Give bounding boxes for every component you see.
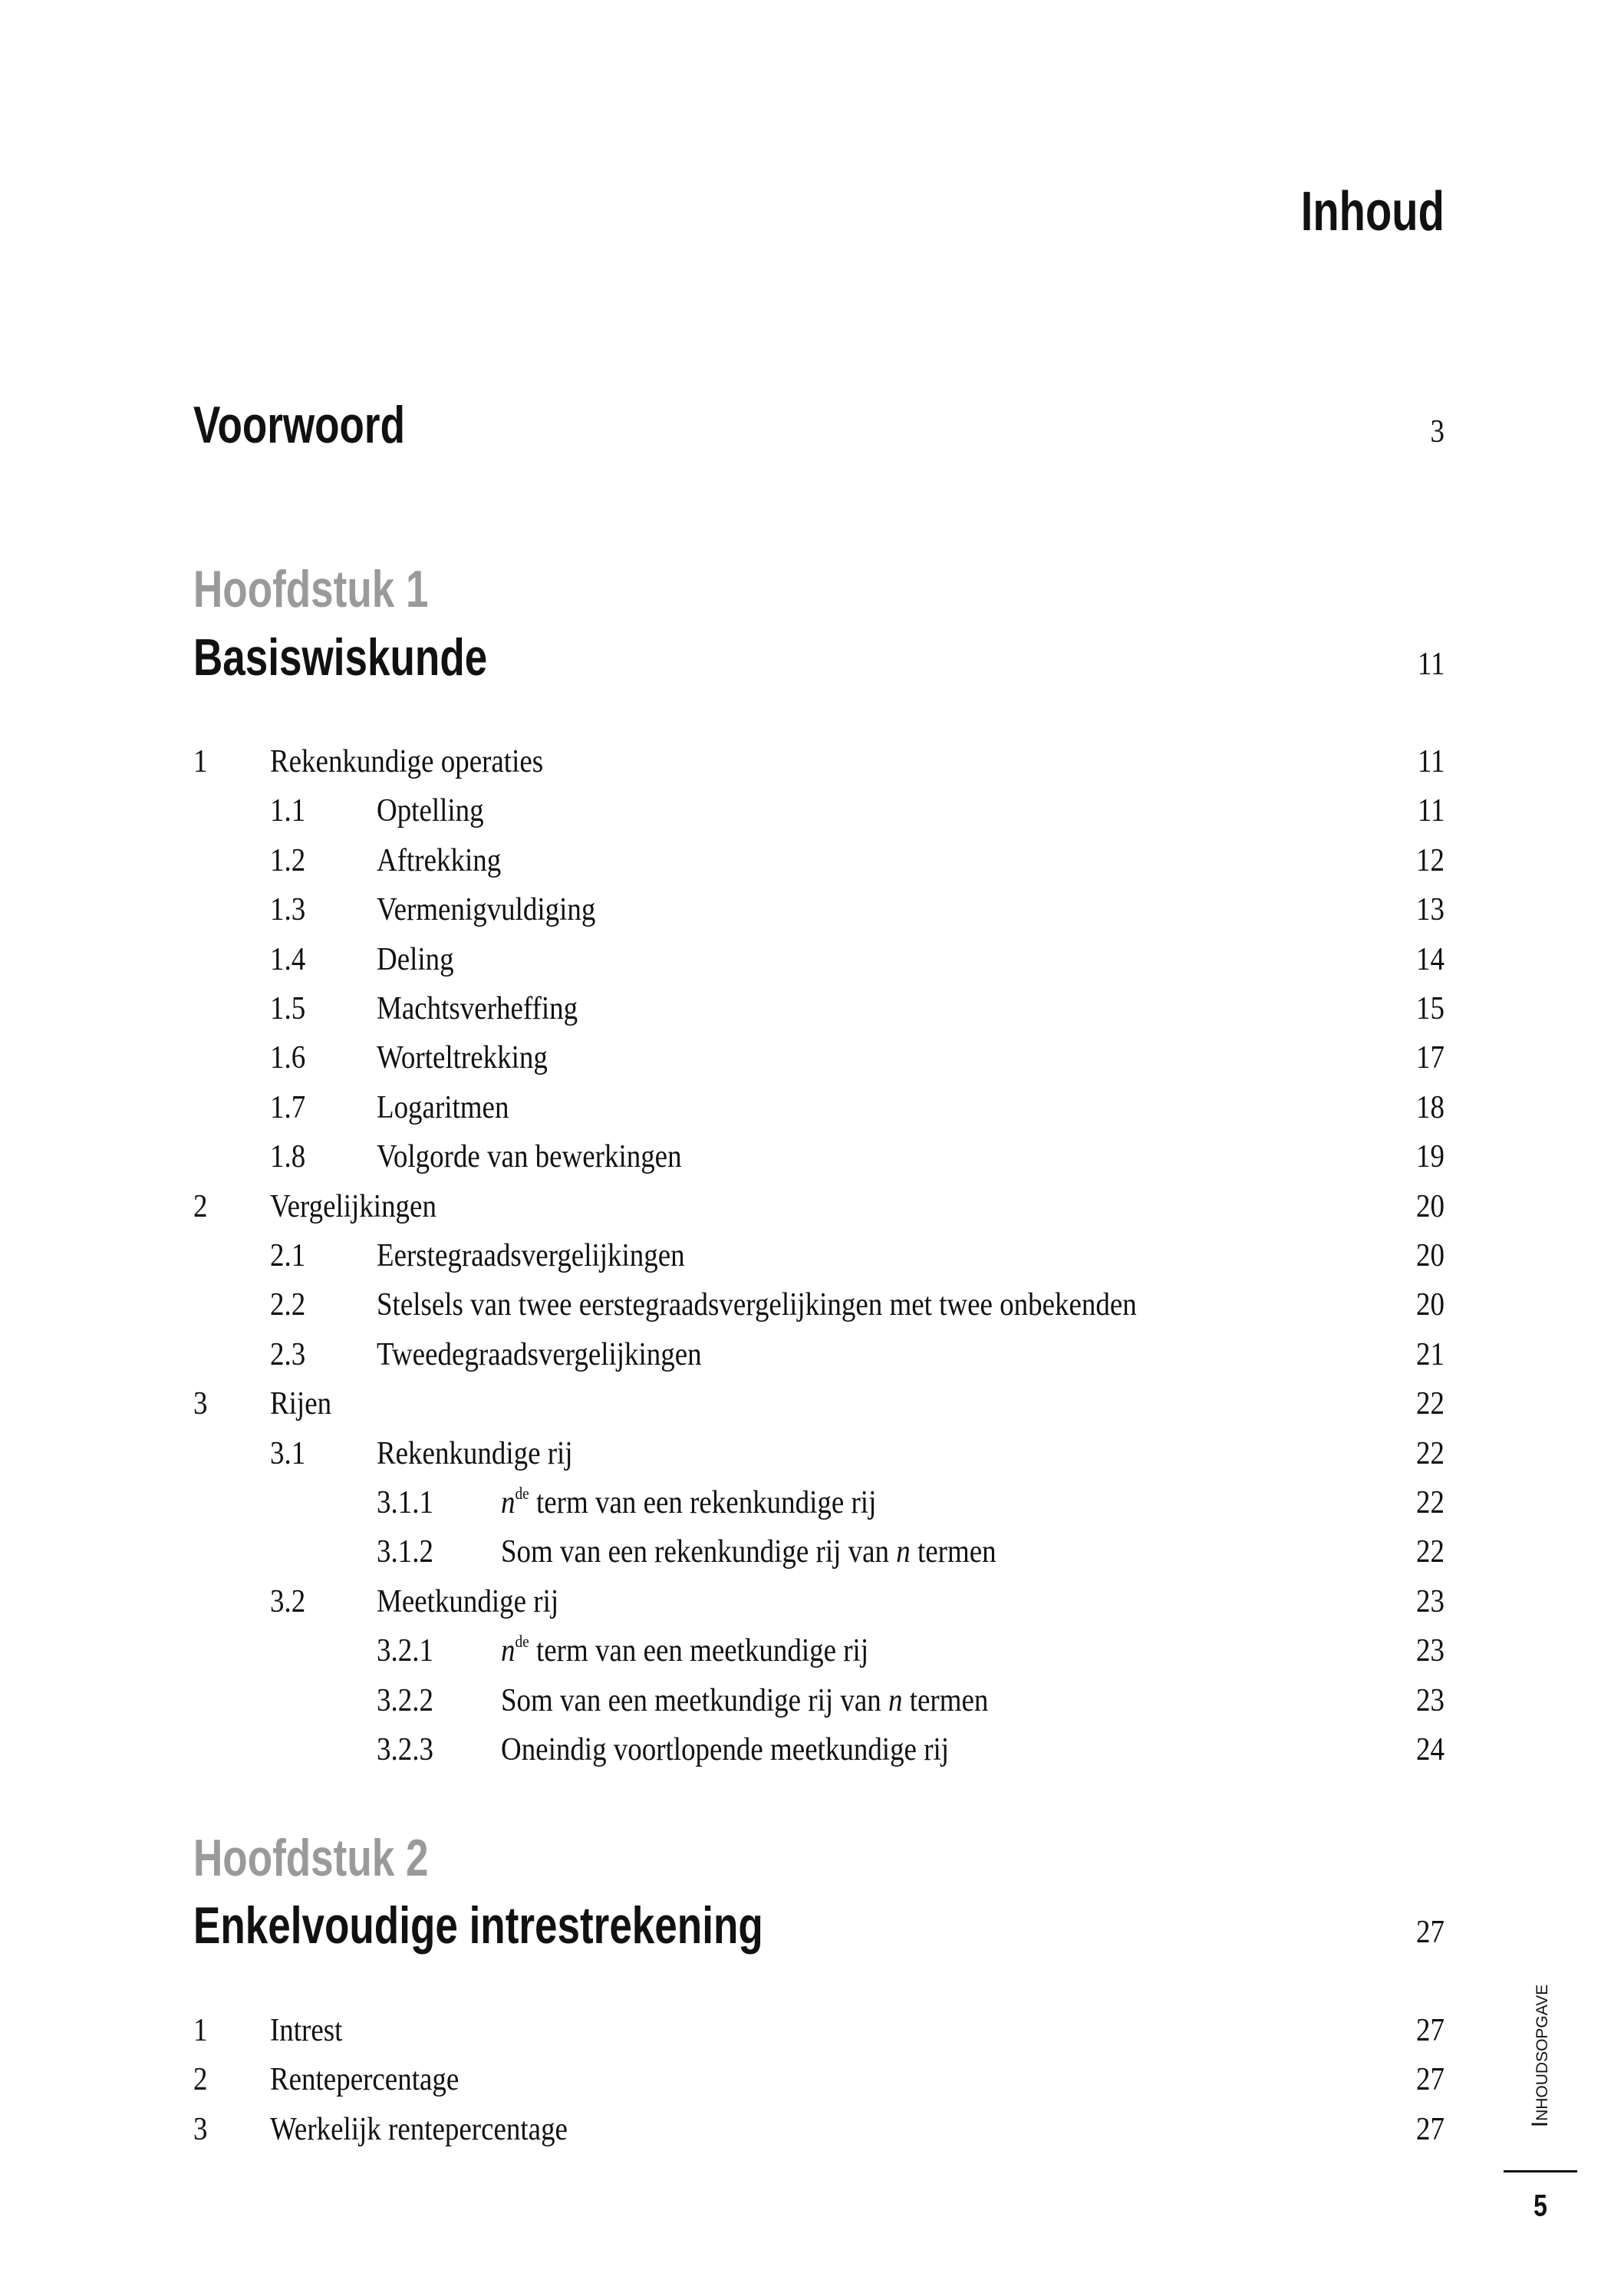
chapter-2-kicker: Hoofdstuk 2 bbox=[193, 1829, 429, 1887]
voorwoord-heading: Voorwoord bbox=[193, 396, 405, 454]
chapter-2-title: Enkelvoudige intrestrekening bbox=[193, 1896, 763, 1955]
toc-entry-number: 1.4 bbox=[270, 941, 306, 977]
toc-entry-number: 3.2 bbox=[270, 1583, 306, 1619]
toc-entry-number: 3.1.1 bbox=[377, 1485, 433, 1520]
toc-entry-title[interactable]: Deling bbox=[377, 941, 454, 977]
toc-entry-number: 1.3 bbox=[270, 892, 306, 928]
toc-entry-page: 27 bbox=[1416, 2013, 1444, 2048]
toc-entry-page: 12 bbox=[1416, 842, 1444, 878]
toc-entry-number: 2 bbox=[193, 1188, 208, 1224]
footer-rule bbox=[1504, 2170, 1577, 2172]
toc-entry-title[interactable]: Vergelijkingen bbox=[270, 1188, 436, 1224]
toc-entry-page: 11 bbox=[1417, 793, 1444, 829]
toc-entry-number: 2.3 bbox=[270, 1336, 306, 1372]
toc-entry-title[interactable]: Vermenigvuldiging bbox=[377, 892, 596, 928]
toc-entry-number: 3.2.2 bbox=[377, 1682, 433, 1718]
chapter-1-title: Basiswiskunde bbox=[193, 628, 488, 687]
toc-entry-page: 15 bbox=[1416, 991, 1444, 1026]
toc-entry-page: 23 bbox=[1416, 1682, 1444, 1718]
toc-entry-title[interactable]: Rentepercentage bbox=[270, 2062, 460, 2098]
toc-entry-page: 19 bbox=[1416, 1139, 1444, 1175]
toc-entry-page: 22 bbox=[1416, 1534, 1444, 1570]
toc-entry-number: 1 bbox=[193, 744, 208, 779]
toc-entry-page: 20 bbox=[1416, 1287, 1444, 1323]
voorwoord-page: 3 bbox=[1430, 414, 1444, 450]
toc-entry-number: 1.2 bbox=[270, 842, 306, 878]
toc-entry-number: 1.7 bbox=[270, 1089, 306, 1125]
toc-entry-page: 27 bbox=[1416, 2062, 1444, 2098]
toc-entry-title[interactable]: Oneindig voortlopende meetkundige rij bbox=[501, 1732, 950, 1767]
toc-entry-title[interactable]: Som van een meetkundige rij van n termen bbox=[501, 1682, 989, 1718]
toc-entry-page: 17 bbox=[1416, 1040, 1444, 1076]
toc-entry-page: 24 bbox=[1416, 1732, 1444, 1767]
toc-entry-page: 20 bbox=[1416, 1238, 1444, 1273]
toc-entry-number: 1 bbox=[193, 2013, 208, 2048]
toc-entry-number: 3.1.2 bbox=[377, 1534, 433, 1570]
toc-entry-title[interactable]: Machtsverheffing bbox=[377, 991, 578, 1026]
toc-entry-number: 1.8 bbox=[270, 1139, 306, 1175]
toc-entry-number: 2.1 bbox=[270, 1238, 306, 1273]
toc-entry-number: 3.1 bbox=[270, 1435, 306, 1471]
toc-entry-title[interactable]: Intrest bbox=[270, 2013, 343, 2048]
side-label-text: Inhoudsopgave bbox=[1527, 1984, 1553, 2128]
toc-entry-title[interactable]: Aftrekking bbox=[377, 842, 502, 878]
page-title: Inhoud bbox=[1300, 181, 1444, 242]
page-number: 5 bbox=[1533, 2189, 1547, 2223]
toc-entry-title[interactable]: $n^{de}$ term van een meetkundige rij bbox=[501, 1632, 869, 1669]
toc-entry-title[interactable]: Stelsels van twee eerstegraadsvergelijkingen met twee onbekenden bbox=[377, 1287, 1137, 1323]
toc-entry-title[interactable]: Werkelijk rentepercentage bbox=[270, 2111, 568, 2147]
toc-entry-number: 3 bbox=[193, 1386, 208, 1422]
chapter-1-page: 11 bbox=[1417, 647, 1444, 682]
toc-entry-number: 3.2.3 bbox=[377, 1732, 433, 1767]
toc-entry-number: 1.5 bbox=[270, 991, 306, 1026]
toc-entry-title[interactable]: Logaritmen bbox=[377, 1089, 509, 1125]
toc-entry-number: 3 bbox=[193, 2111, 208, 2147]
toc-entry-number: 2.2 bbox=[270, 1287, 306, 1323]
toc-entry-page: 23 bbox=[1416, 1633, 1444, 1669]
toc-entry-title[interactable]: Eerstegraadsvergelijkingen bbox=[377, 1238, 685, 1273]
toc-entry-number: 1.1 bbox=[270, 793, 306, 829]
toc-entry-title[interactable]: Meetkundige rij bbox=[377, 1583, 559, 1619]
toc-entry-title[interactable]: Som van een rekenkundige rij van n termen bbox=[501, 1534, 996, 1570]
toc-entry-number: 2 bbox=[193, 2062, 208, 2098]
toc-entry-page: 21 bbox=[1416, 1336, 1444, 1372]
toc-entry-title[interactable]: Rekenkundige rij bbox=[377, 1435, 573, 1471]
toc-entry-page: 23 bbox=[1416, 1583, 1444, 1619]
toc-entry-title[interactable]: Worteltrekking bbox=[377, 1040, 548, 1076]
toc-entry-title[interactable]: Rekenkundige operaties bbox=[270, 744, 544, 779]
chapter-2-page: 27 bbox=[1416, 1915, 1444, 1950]
toc-entry-page: 22 bbox=[1416, 1386, 1444, 1422]
toc-entry-number: 3.2.1 bbox=[377, 1633, 433, 1669]
toc-entry-page: 22 bbox=[1416, 1485, 1444, 1520]
toc-entry-title[interactable]: Optelling bbox=[377, 793, 484, 829]
toc-entry-title[interactable]: Tweedegraadsvergelijkingen bbox=[377, 1336, 702, 1372]
toc-entry-page: 13 bbox=[1416, 892, 1444, 928]
toc-entry-title[interactable]: Rijen bbox=[270, 1386, 332, 1422]
toc-entry-page: 20 bbox=[1416, 1188, 1444, 1224]
toc-entry-number: 1.6 bbox=[270, 1040, 306, 1076]
toc-entry-page: 22 bbox=[1416, 1435, 1444, 1471]
toc-entry-page: 11 bbox=[1417, 744, 1444, 779]
toc-entry-title[interactable]: Volgorde van bewerkingen bbox=[377, 1139, 682, 1175]
toc-entry-page: 18 bbox=[1416, 1089, 1444, 1125]
chapter-1-kicker: Hoofdstuk 1 bbox=[193, 560, 429, 618]
side-section-label bbox=[1527, 1985, 1553, 2127]
toc-entry-page: 27 bbox=[1416, 2111, 1444, 2147]
toc-entry-page: 14 bbox=[1416, 941, 1444, 977]
toc-entry-title[interactable]: $n^{de}$ term van een rekenkundige rij bbox=[501, 1484, 877, 1520]
